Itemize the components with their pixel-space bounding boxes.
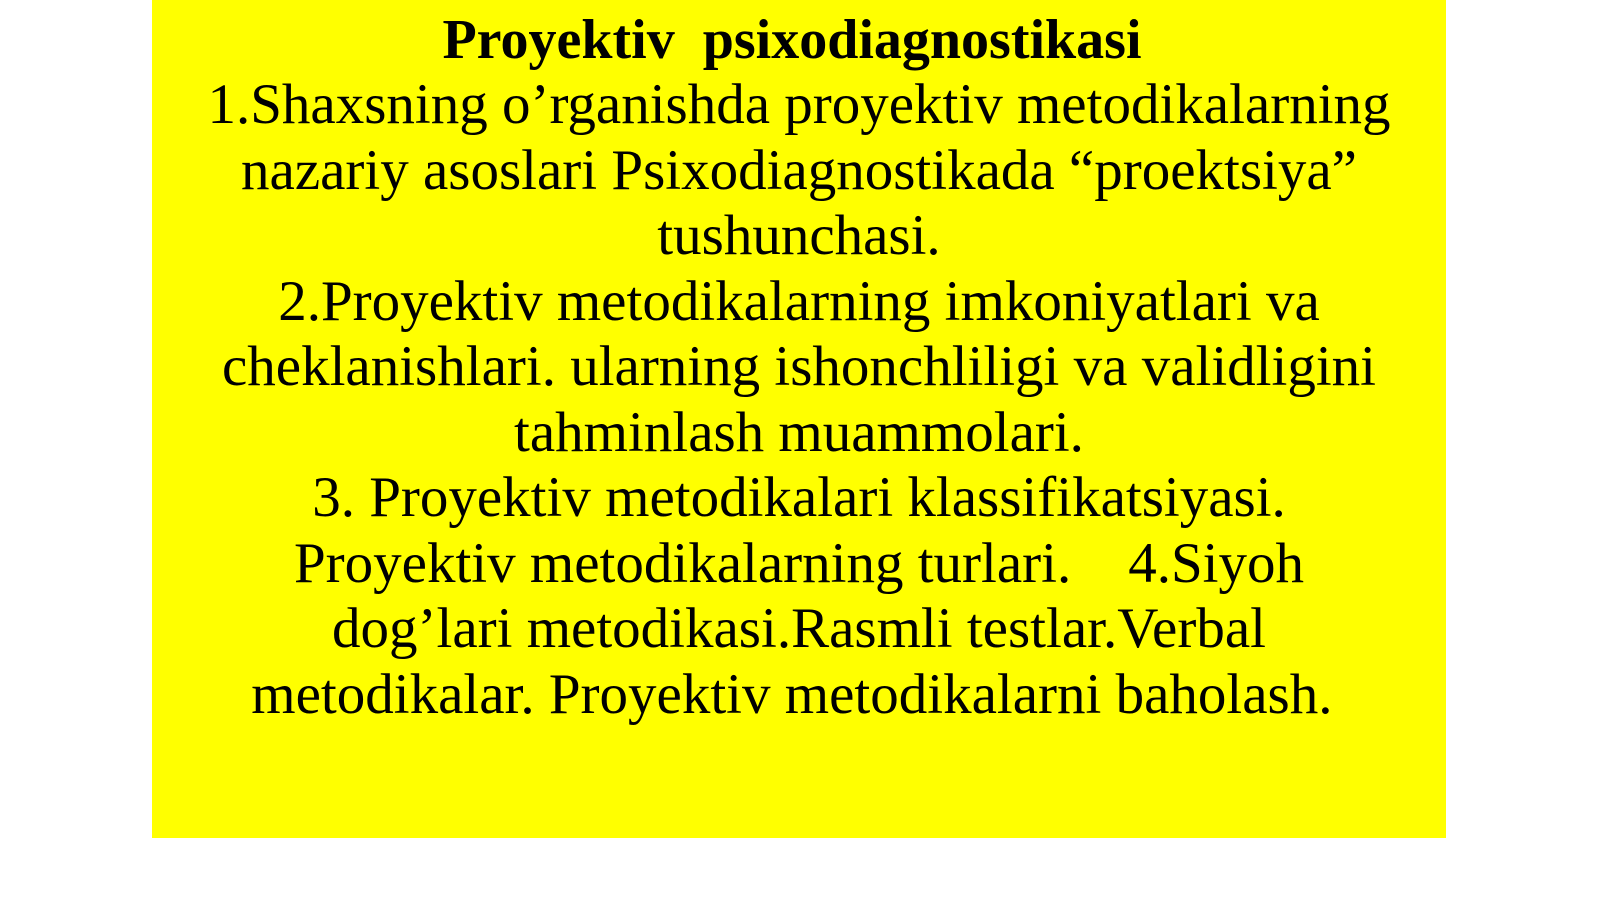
body-line-6: tahminlash muammolari.	[514, 400, 1084, 464]
body-line-9: dog’lari metodikasi.Rasmli testlar.Verbal	[332, 597, 1266, 660]
body-line-2: nazariy asoslari Psixodiagnostikada “proektsiya”	[241, 138, 1357, 202]
body-line-1: 1.Shaxsning o’rganishda proyektiv metodikalarning	[207, 73, 1391, 136]
body-line-7: 3. Proyektiv metodikalari klassifikatsiyasi.	[312, 466, 1286, 529]
yellow-text-box	[152, 0, 1446, 838]
slide-title: Proyektiv psixodiagnostikasi	[442, 9, 1156, 71]
body-line-4: 2.Proyektiv metodikalarning imkoniyatlari va	[278, 269, 1320, 333]
body-line-10: metodikalar. Proyektiv metodikalarni baholash.	[251, 662, 1347, 726]
body-line-5: cheklanishlari. ularning ishonchliligi va validligini	[221, 335, 1377, 398]
body-line-3: tushunchasi.	[657, 204, 941, 267]
body-line-8: Proyektiv metodikalarning turlari. 4.Siyoh	[293, 531, 1305, 595]
